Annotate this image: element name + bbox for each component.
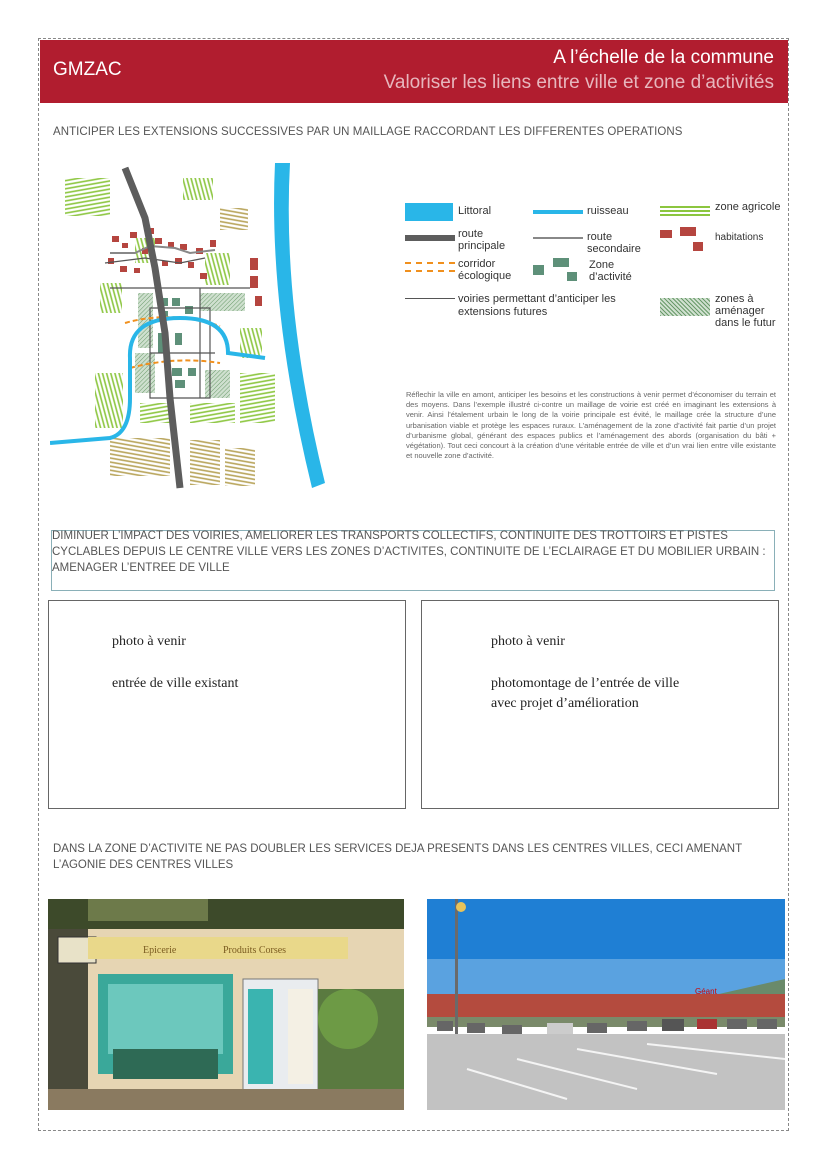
- photo-placeholder-left: [48, 600, 406, 809]
- legend-ruisseau: ruisseau: [587, 205, 629, 217]
- route-secondaire-swatch: [533, 237, 583, 239]
- photo-right-line2: photomontage de l’entrée de ville: [491, 676, 680, 691]
- corridor-swatch-1: [405, 262, 455, 264]
- section2-box: [51, 530, 775, 591]
- legend-littoral: Littoral: [458, 205, 492, 217]
- photo-left-line2: entrée de ville existant: [112, 676, 239, 691]
- section3-heading: DANS LA ZONE D’ACTIVITE NE PAS DOUBLER LES SERVICES DEJA PRESENTS DANS LES CENTRES VILLES, CECI AMENANT L’AGONIE DES CENTRES VILLES: [53, 843, 742, 871]
- littoral-swatch: [405, 203, 453, 221]
- photo-left-line1: photo à venir: [112, 634, 186, 649]
- activite-swatch-3: [567, 272, 577, 281]
- corridor-swatch-2: [405, 270, 455, 272]
- photo-placeholder-right: [421, 600, 779, 809]
- map-legend: [400, 190, 790, 350]
- legend-activite: Zone d’activité: [589, 259, 632, 283]
- habitation-swatch-1: [660, 230, 672, 238]
- amenager-swatch: [660, 298, 710, 316]
- habitation-swatch-3: [693, 242, 703, 251]
- activite-swatch-2: [553, 258, 569, 267]
- shop-sign-right: Produits Corses: [223, 945, 287, 956]
- urban-plan-map: [50, 158, 340, 498]
- brand-label: GMZAC: [53, 59, 122, 80]
- habitation-swatch-2: [680, 227, 696, 236]
- shop-front-photo: [48, 899, 404, 1110]
- route-principale-swatch: [405, 235, 455, 241]
- voiries-swatch: [405, 298, 455, 299]
- parking-lot-photo: [427, 899, 785, 1110]
- activite-swatch-1: [533, 265, 544, 275]
- legend-route-secondaire: route secondaire: [587, 231, 641, 255]
- agricole-swatch: [660, 206, 710, 218]
- page-title: A l’échelle de la commune: [553, 47, 774, 68]
- section1-paragraph: Réflechir la ville en amont, anticiper les besoins et les constructions à venir permet d’économiser du terrain et des moyens. Dans l’exemple illustré ci-contre un maillage de voirie est créé en imaginant les extensions à venir. Ainsi l’étalement urbain le long de la voirie principale est évité, le maillage crée la structure d’une urbanisation viable et protège les espaces ruraux. L’aménagement de la zone d’activité fait partie d’un projet d’urbanisme global, générant des espaces publics et l’aménagement des abords (organisation du bâti + végétation). Tout ceci concourt à la création d’une véritable entrée de ville et d’un vrai lien entre ville existante et nouvelle zone d’activité.: [406, 390, 776, 461]
- legend-agricole: zone agricole: [715, 201, 781, 213]
- legend-habitations: habitations: [715, 232, 764, 243]
- page-subtitle: Valoriser les liens entre ville et zone d’activités: [383, 72, 774, 93]
- legend-corridor: corridor écologique: [458, 258, 512, 282]
- legend-voiries: voiries permettant d’anticiper les extensions futures: [458, 293, 616, 318]
- shop-sign-left: Epicerie: [143, 945, 177, 956]
- legend-amenager: zones à aménager dans le futur: [715, 293, 776, 329]
- photo-right-lines: [491, 674, 679, 714]
- ruisseau-swatch: [533, 210, 583, 214]
- header-banner: [40, 40, 788, 103]
- photo-right-line3: avec projet d’amélioration: [491, 696, 639, 711]
- section1-heading: ANTICIPER LES EXTENSIONS SUCCESSIVES PAR UN MAILLAGE RACCORDANT LES DIFFERENTES OPERATIONS: [53, 126, 683, 138]
- store-sign: Géant: [695, 987, 717, 996]
- section2-heading: DIMINUER L’IMPACT DES VOIRIES, AMELIORER LES TRANSPORTS COLLECTIFS, CONTINUITE DES TROTTOIRS ET PISTES CYCLABLES DEPUIS LE CENTRE VILLE VERS LES ZONES D’ACTIVITES, CONTINUITE DE L’ECLAIRAGE ET DU MOBILIER URBAIN : AMENAGER L’ENTREE DE VILLE: [52, 530, 766, 574]
- photo-right-line1: photo à venir: [491, 634, 565, 649]
- legend-route-principale: route principale: [458, 228, 506, 252]
